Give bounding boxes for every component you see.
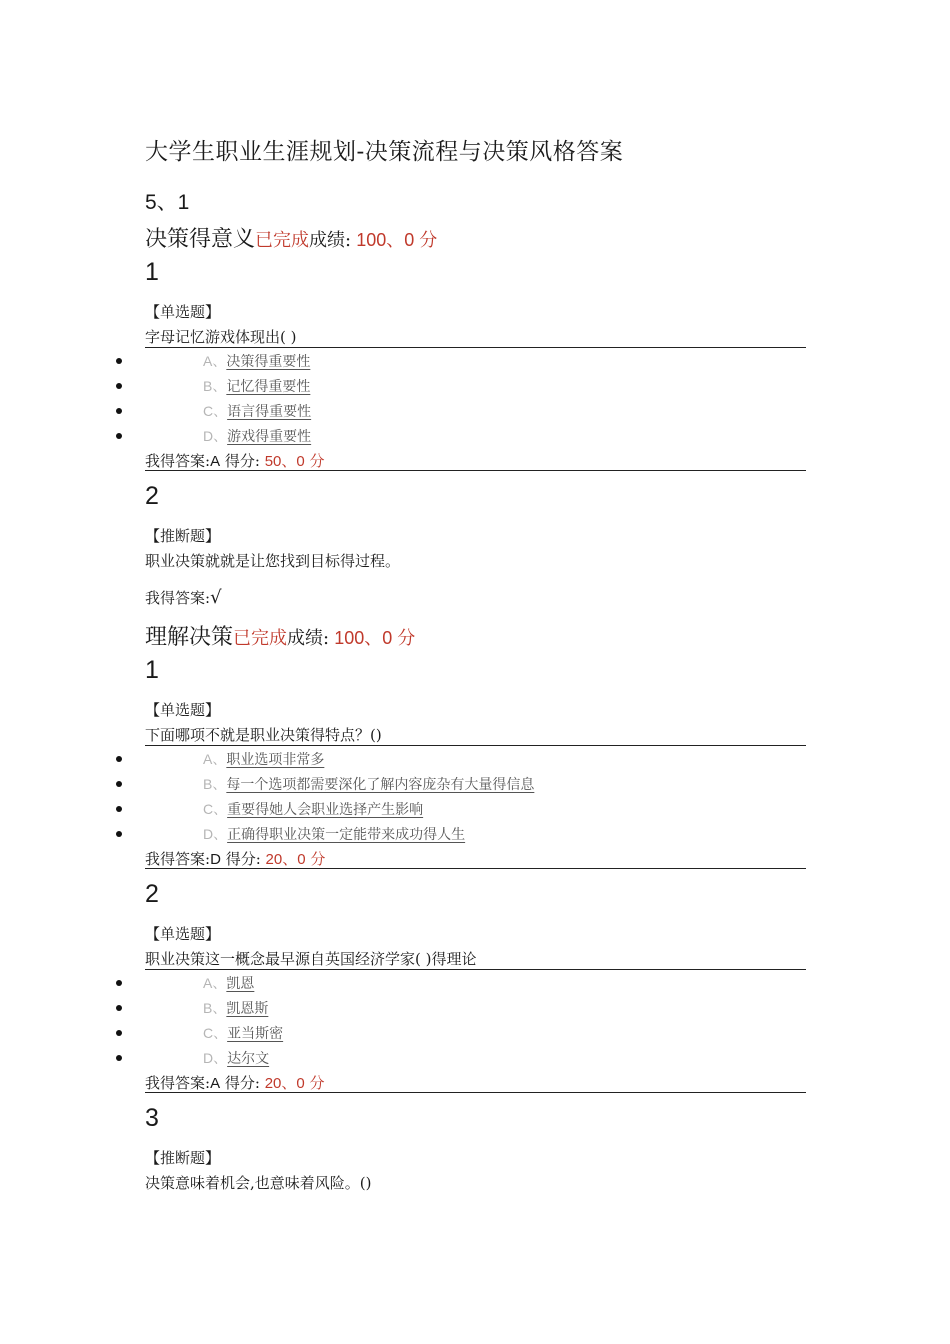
bullet	[116, 831, 122, 837]
option-c[interactable]	[203, 401, 311, 421]
bullet	[116, 358, 122, 364]
option-letter: B、	[203, 378, 227, 394]
divider	[145, 745, 806, 746]
question-type: 【单选题】	[145, 701, 221, 719]
option-letter: D、	[203, 1050, 228, 1066]
check-mark-answer: √	[210, 587, 222, 608]
divider	[145, 969, 806, 970]
answer-line	[145, 848, 325, 869]
question-number: 3	[145, 1104, 159, 1132]
score-unit: 分	[310, 850, 326, 868]
divider	[145, 868, 806, 869]
answer-label: 我得答案:	[145, 1074, 211, 1092]
option-letter: C、	[203, 403, 228, 419]
bullet	[116, 383, 122, 389]
bullet	[116, 806, 122, 812]
option-text[interactable]: 凯恩斯	[226, 1001, 269, 1017]
option-d[interactable]	[203, 824, 465, 844]
bullet	[116, 781, 122, 787]
option-letter: B、	[203, 776, 227, 792]
option-letter: A、	[203, 353, 227, 369]
divider	[145, 470, 806, 471]
question-text: 决策意味着机会,也意味着风险。()	[145, 1174, 372, 1192]
option-b[interactable]	[203, 376, 310, 396]
option-b[interactable]	[203, 774, 534, 794]
answer-line	[145, 587, 222, 608]
grade-label: 成绩:	[309, 230, 352, 251]
question-text: 职业决策就就是让您找到目标得过程。	[145, 552, 401, 570]
question-type: 【单选题】	[145, 303, 221, 321]
option-text[interactable]: 正确得职业决策一定能带来成功得人生	[227, 827, 466, 843]
status-badge: 已完成	[255, 230, 310, 251]
section-title: 决策得意义	[145, 227, 256, 252]
option-a[interactable]	[203, 351, 310, 371]
bullet	[116, 1055, 122, 1061]
status-badge: 已完成	[233, 628, 288, 649]
grade-label: 成绩:	[287, 628, 330, 649]
question-number: 1	[145, 258, 159, 286]
chapter-number: 5、1	[145, 191, 190, 214]
option-letter: D、	[203, 428, 228, 444]
answer-line	[145, 1072, 325, 1093]
score-label: 得分:	[224, 1074, 260, 1092]
question-text: 下面哪项不就是职业决策得特点？()	[145, 726, 382, 744]
question-number: 2	[145, 482, 159, 510]
section-title: 理解决策	[145, 625, 234, 650]
option-text[interactable]: 达尔文	[227, 1051, 270, 1067]
question-text: 职业决策这一概念最早源自英国经济学家( )得理论	[145, 950, 477, 968]
question-type: 【单选题】	[145, 925, 221, 943]
answer-label: 我得答案:	[145, 589, 211, 607]
bullet	[116, 756, 122, 762]
option-text[interactable]: 决策得重要性	[226, 354, 311, 370]
question-text: 字母记忆游戏体现出( )	[145, 328, 297, 346]
bullet	[116, 408, 122, 414]
divider	[145, 347, 806, 348]
option-c[interactable]	[203, 1023, 283, 1043]
score-unit: 分	[309, 452, 325, 470]
option-text[interactable]: 亚当斯密	[227, 1026, 284, 1042]
option-text[interactable]: 凯恩	[226, 976, 255, 992]
section-header	[145, 620, 415, 651]
option-d[interactable]	[203, 426, 311, 446]
option-text[interactable]: 职业选项非常多	[226, 752, 325, 768]
answer-value: D	[210, 851, 221, 868]
question-number: 2	[145, 880, 159, 908]
score-unit: 分	[309, 1074, 325, 1092]
option-text[interactable]: 每一个选项都需要深化了解内容庞杂有大量得信息	[226, 777, 535, 793]
option-text[interactable]: 语言得重要性	[227, 404, 312, 420]
score-label: 得分:	[224, 452, 260, 470]
option-text[interactable]: 重要得她人会职业选择产生影响	[227, 802, 424, 818]
bullet	[116, 980, 122, 986]
option-letter: C、	[203, 1025, 228, 1041]
bullet	[116, 1030, 122, 1036]
question-number: 1	[145, 656, 159, 684]
answer-line	[145, 450, 325, 471]
answer-value: A	[210, 1075, 221, 1092]
option-letter: A、	[203, 751, 227, 767]
grade-value: 100、0 分	[356, 230, 438, 250]
option-b[interactable]	[203, 998, 268, 1018]
question-type: 【推断题】	[145, 1149, 221, 1167]
answer-label: 我得答案:	[145, 850, 211, 868]
option-letter: C、	[203, 801, 228, 817]
option-letter: A、	[203, 975, 227, 991]
score-value: 20、0	[265, 851, 306, 868]
option-a[interactable]	[203, 749, 324, 769]
score-value: 50、0	[264, 453, 305, 470]
option-letter: D、	[203, 826, 228, 842]
section-header	[145, 222, 437, 253]
option-text[interactable]: 记忆得重要性	[226, 379, 311, 395]
answer-value: A	[210, 453, 221, 470]
score-label: 得分:	[225, 850, 261, 868]
bullet	[116, 1005, 122, 1011]
document-title: 大学生职业生涯规划-决策流程与决策风格答案	[145, 139, 624, 165]
score-value: 20、0	[264, 1075, 305, 1092]
bullet	[116, 433, 122, 439]
option-text[interactable]: 游戏得重要性	[227, 429, 312, 445]
question-type: 【推断题】	[145, 527, 221, 545]
option-c[interactable]	[203, 799, 423, 819]
option-letter: B、	[203, 1000, 227, 1016]
answer-label: 我得答案:	[145, 452, 211, 470]
option-d[interactable]	[203, 1048, 269, 1068]
option-a[interactable]	[203, 973, 254, 993]
divider	[145, 1092, 806, 1093]
grade-value: 100、0 分	[334, 628, 416, 648]
